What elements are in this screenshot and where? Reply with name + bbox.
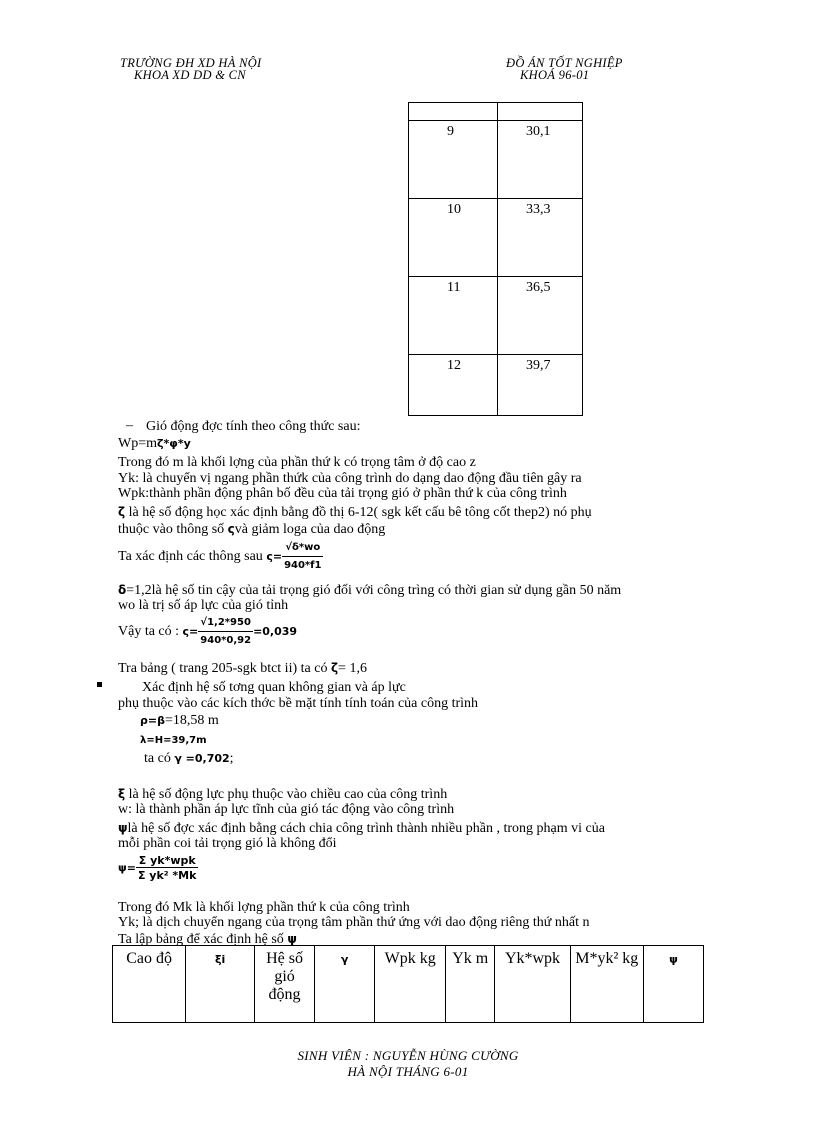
- column-header: Yk m: [446, 946, 495, 1023]
- dash-marker: –: [126, 418, 133, 433]
- floor-number: 11: [447, 280, 461, 295]
- footer-student: SINH VIÊN : NGUYỄN HÙNG CƯỜNG: [297, 1048, 519, 1063]
- text-line: Wpk:thành phần động phân bố đều của tải trọng gió ở phần thứ k của công trình: [118, 486, 567, 501]
- fraction: $\frac{√\delta*wo}{940*f1}$: [284, 542, 322, 571]
- floor-number: 9: [447, 124, 454, 139]
- text-line: Trong đó Mk là khối lợng phần thứ k của công trình: [118, 900, 410, 915]
- lambda-line: λ=H=39,7m: [140, 735, 207, 746]
- text-line: w: là thành phần áp lực tĩnh của gió tác động vào công trình: [118, 802, 455, 817]
- fraction: $\frac{\text{Σ yk*wpk}}{\text{Σ yk² *Mk}}$: [137, 854, 197, 882]
- column-header: Hệ số gió động: [255, 946, 315, 1023]
- text-line: ξ là hệ số động lực phụ thuộc vào chiều cao của công trình: [118, 787, 448, 802]
- column-header: ξi: [186, 946, 255, 1023]
- header-left: [120, 56, 262, 82]
- header-project: ĐỒ ÁN TỐT NGHIỆP: [506, 56, 623, 70]
- floor-height: 36,5: [526, 280, 551, 295]
- rho-line: ρ=β=18,58 m: [140, 713, 219, 728]
- fraction: $\frac{√1,2*950}{940*0,92}$: [200, 617, 252, 646]
- psi-formula: ψ= $\frac{\text{Σ yk*wpk}}{\text{Σ yk² *Mk}}$: [118, 854, 197, 882]
- text-line: Ta lập bảng để xác định hệ số ψ: [118, 932, 297, 947]
- floor-number: 10: [447, 202, 461, 217]
- text-line: ψlà hệ số đợc xác định bằng cách chia công trình thành nhiều phần , trong phạm vi của: [118, 821, 605, 836]
- table-row: [409, 199, 583, 277]
- table-header-row: [113, 946, 704, 1023]
- floor-height: 30,1: [526, 124, 551, 139]
- header-right: [506, 56, 623, 82]
- text-line: Xác định hệ số tơng quan không gian và áp lực: [142, 680, 406, 695]
- text-line: Tra bảng ( trang 205-sgk btct ii) ta có ζ= 1,6: [118, 661, 367, 676]
- floor-height-table: [408, 102, 583, 416]
- epsilon-result: Vậy ta có : ς= $\frac{√1,2*950}{940*0,92}$ =0,039: [118, 615, 297, 649]
- column-header: Wpk kg: [375, 946, 446, 1023]
- gamma-line: ta có γ =0,702;: [144, 751, 234, 766]
- text-line: wo là trị số áp lực của gió tỉnh: [118, 598, 289, 613]
- column-header: M*yk² kg: [570, 946, 643, 1023]
- bullet-icon: [97, 682, 102, 687]
- psi-table: [112, 945, 704, 1023]
- footer-date: HÀ NỘI THÁNG 6-01: [347, 1064, 469, 1079]
- floor-number: 12: [447, 358, 461, 373]
- floor-height: 33,3: [526, 202, 551, 217]
- table-row: [409, 355, 583, 416]
- column-header: ψ: [643, 946, 703, 1023]
- floor-height: 39,7: [526, 358, 551, 373]
- header-school: TRƯỜNG ĐH XD HÀ NỘI: [120, 56, 262, 70]
- header-faculty: KHOA XD DD & CN: [134, 68, 246, 82]
- text-line: δ=1,2là hệ số tin cậy của tải trọng gió đối với công trìng có thời gian sử dụng gần 50 năm: [118, 583, 622, 598]
- text-line: Yk: là chuyển vị ngang phần thứk của công trình do dạng dao động đầu tiên gây ra: [118, 471, 582, 486]
- column-header: Yk*wpk: [495, 946, 570, 1023]
- column-header: γ: [315, 946, 375, 1023]
- header-course: KHOÁ 96-01: [520, 68, 590, 82]
- epsilon-formula: Ta xác định các thông sau ς= $\frac{√\delta*wo}{940*f1}$: [118, 540, 323, 574]
- text-line: thuộc vào thông số ςvà giảm loga của dao động: [118, 522, 386, 537]
- text-line: Trong đó m là khối lợng của phần thứ k có trọng tâm ở độ cao z: [118, 455, 476, 470]
- formula-wp: Wp=mζ*φ*y: [118, 436, 191, 451]
- table-row: [409, 103, 583, 121]
- dynamic-wind-intro: Gió động đợc tính theo công thức sau:: [146, 419, 361, 434]
- text-line: phụ thuộc vào các kích thớc bề mặt tính tính toán của công trình: [118, 696, 479, 711]
- column-header: Cao độ: [113, 946, 186, 1023]
- text-line: Yk; là dịch chuyển ngang của trọng tâm phần thứ ứng với dao động riêng thứ nhất n: [118, 915, 590, 930]
- table-row: [409, 121, 583, 199]
- table-row: [409, 277, 583, 355]
- text-line: mỗi phần coi tải trọng gió là không đổi: [118, 836, 337, 851]
- text-line: ζ là hệ số động học xác định bằng đồ thị 6-12( sgk kết cấu bê tông cốt thep2) nó phụ: [118, 505, 592, 520]
